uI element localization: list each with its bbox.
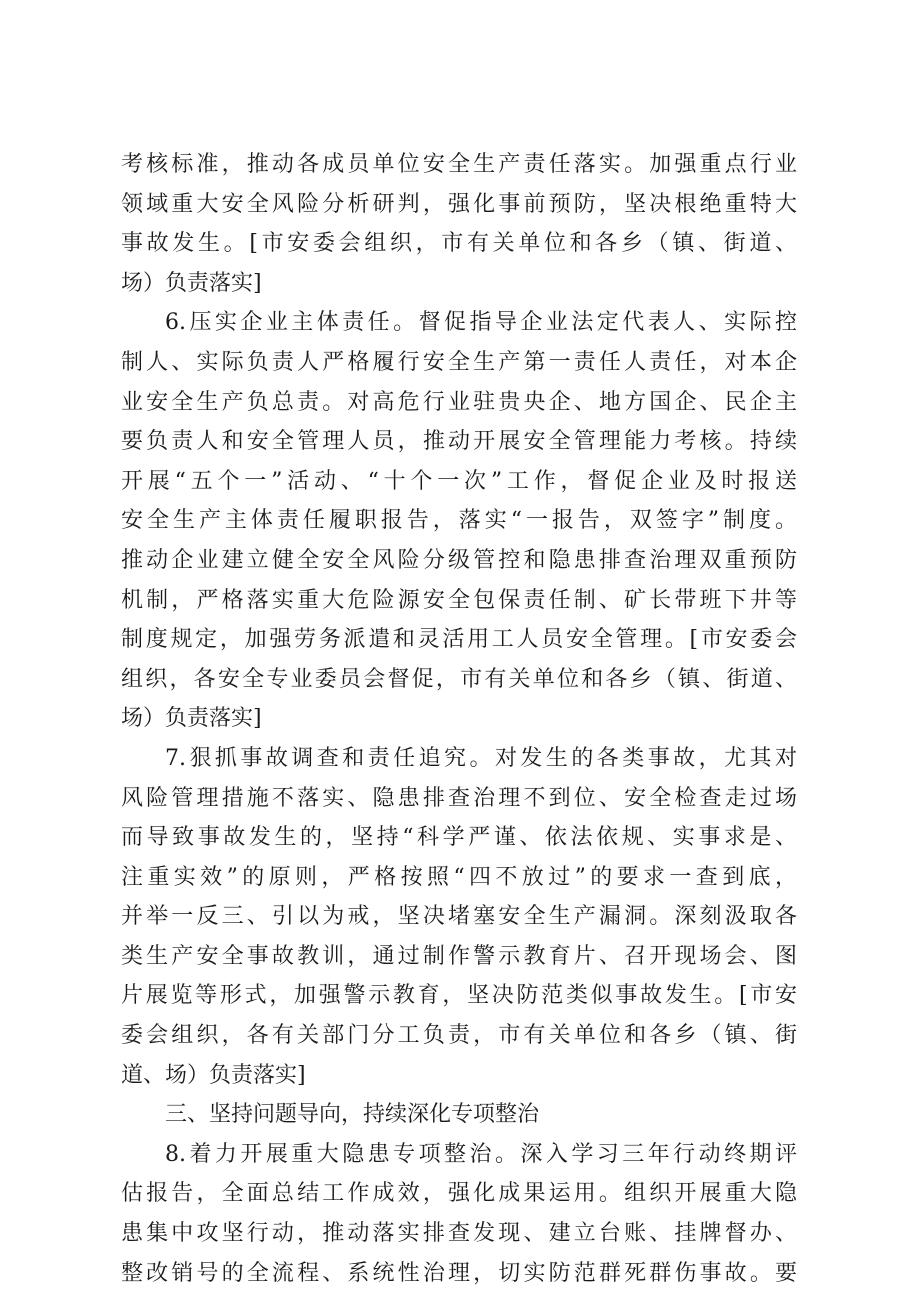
text-line: 领域重大安全风险分析研判，强化事前预防，坚决根绝重特大: [121, 191, 797, 217]
text-line: 估报告，全面总结工作成效，强化成果运用。组织开展重大隐: [121, 1181, 797, 1207]
text-line: 考核标准，推动各成员单位安全生产责任落实。加强重点行业: [121, 152, 797, 177]
text-line: 8.着力开展重大隐患专项整治。深入学习三年行动终期评: [165, 1141, 797, 1167]
paragraph-item-7: [121, 739, 797, 1095]
document-page: [121, 145, 797, 1293]
text-line: 事故发生。[市安委会组织，市有关单位和各乡（镇、街道、: [121, 231, 797, 257]
text-line: 开展“五个一”活动、“十个一次”工作，督促企业及时报送: [121, 468, 797, 494]
text-line: 业安全生产负总责。对高危行业驻贵央企、地方国企、民企主: [121, 389, 797, 415]
text-line: 制人、实际负责人严格履行安全生产第一责任人责任，对本企: [121, 349, 797, 375]
text-line: 类生产安全事故教训，通过制作警示教育片、召开现场会、图: [121, 943, 797, 969]
text-line: 道、场）负责落实]: [121, 1062, 306, 1088]
text-line: 而导致事故发生的，坚持“科学严谨、依法依规、实事求是、: [121, 825, 797, 851]
text-line: 注重实效”的原则，严格按照“四不放过”的要求一查到底，: [121, 864, 797, 890]
text-line: 要负责人和安全管理人员，推动开展安全管理能力考核。持续: [121, 429, 797, 455]
section-heading-text: 三、坚持问题导向，持续深化专项整治: [165, 1102, 540, 1128]
text-line: 整改销号的全流程、系统性治理，切实防范群死群伤事故。要: [121, 1260, 797, 1286]
text-line: 委会组织，各有关部门分工负责，市有关单位和各乡（镇、街: [121, 1023, 797, 1049]
paragraph-item-8: [121, 1135, 797, 1293]
text-line: 7.狠抓事故调查和责任追究。对发生的各类事故，尤其对: [165, 745, 797, 771]
text-line: 并举一反三、引以为戒，坚决堵塞安全生产漏洞。深刻汲取各: [121, 904, 797, 930]
text-line: 场）负责落实]: [121, 706, 262, 732]
text-line: 组织，各安全专业委员会督促，市有关单位和各乡（镇、街道、: [121, 666, 797, 692]
section-heading: [121, 1095, 797, 1135]
text-line: 场）负责落实]: [121, 270, 262, 296]
text-line: 安全生产主体责任履职报告，落实“一报告，双签字”制度。: [121, 508, 797, 534]
text-line: 机制，严格落实重大危险源安全包保责任制、矿长带班下井等: [121, 587, 797, 613]
paragraph-continuation: [121, 145, 797, 303]
text-line: 推动企业建立健全安全风险分级管控和隐患排查治理双重预防: [121, 547, 797, 573]
text-line: 患集中攻坚行动，推动落实排查发现、建立台账、挂牌督办、: [121, 1221, 797, 1247]
text-line: 风险管理措施不落实、隐患排查治理不到位、安全检查走过场: [121, 785, 797, 811]
text-line: 片展览等形式，加强警示教育，坚决防范类似事故发生。[市安: [121, 983, 797, 1009]
text-line: 制度规定，加强劳务派遣和灵活用工人员安全管理。[市安委会: [121, 627, 797, 653]
text-line: 6.压实企业主体责任。督促指导企业法定代表人、实际控: [165, 310, 797, 336]
paragraph-item-6: [121, 303, 797, 739]
